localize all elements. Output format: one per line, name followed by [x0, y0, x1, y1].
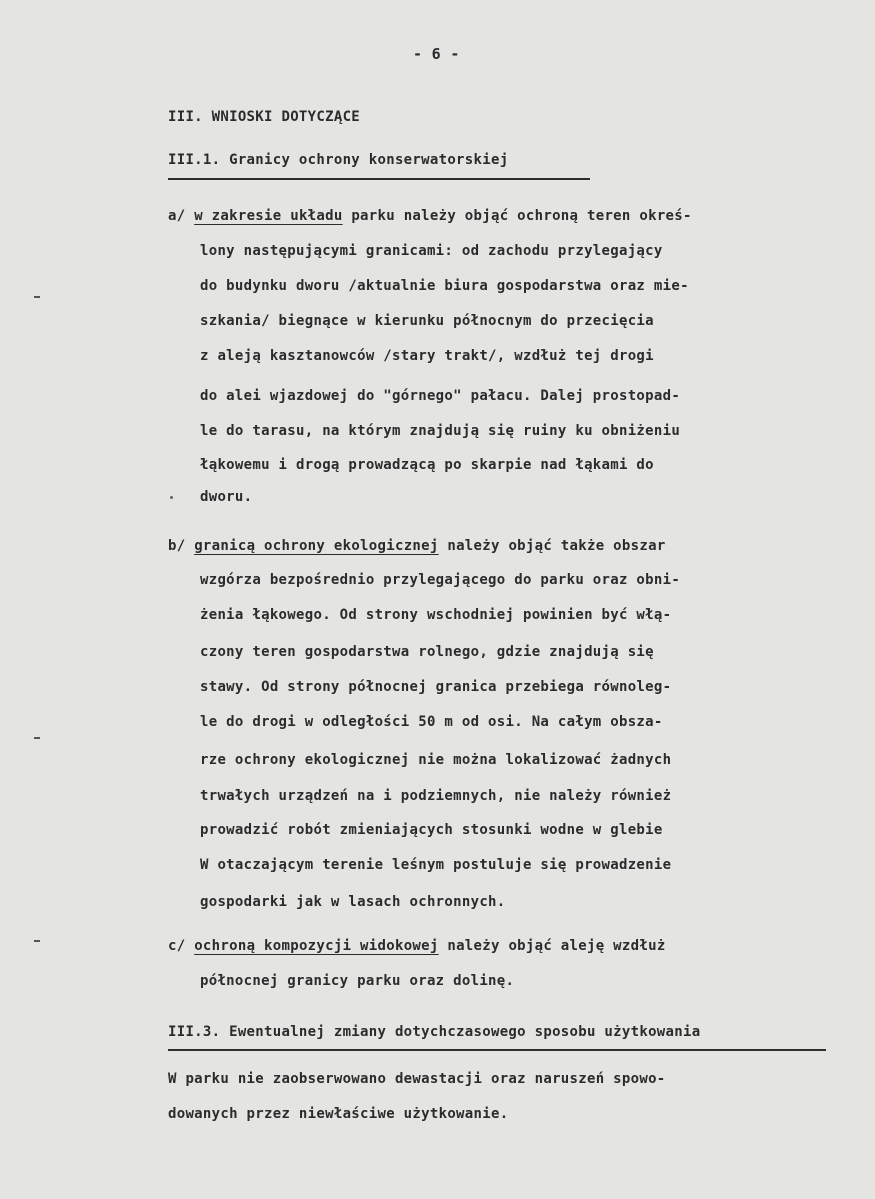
- section-title: III. WNIOSKI DOTYCZĄCE: [168, 109, 361, 125]
- para-a-line-1: [168, 206, 692, 226]
- para-a-line: le do tarasu, na którym znajdują się ruiny ku obniżeniu: [200, 423, 681, 439]
- para-b-line: W otaczającym terenie leśnym postuluje się prowadzenie: [200, 857, 672, 873]
- para-a-line: do alei wjazdowej do "górnego" pałacu. Dalej prostopad-: [200, 388, 681, 404]
- para-b-line: le do drogi w odległości 50 m od osi. Na całym obsza-: [200, 714, 663, 730]
- para-a-line: dworu.: [200, 489, 253, 505]
- para-a-label: a/: [168, 208, 186, 224]
- para-c-line-1: [168, 936, 666, 956]
- para-b-line-1: [168, 536, 666, 556]
- para-c-label: c/: [168, 938, 186, 954]
- subsection-1-underline: [168, 178, 590, 180]
- para-a-term: w zakresie układu: [194, 208, 343, 224]
- subsection-3-underline: [168, 1049, 826, 1051]
- para-a-line-1-rest: parku należy objąć ochroną teren okreś-: [342, 208, 692, 224]
- para-c-line-1-rest: należy objąć aleję wzdłuż: [438, 938, 666, 954]
- para-b-line: gospodarki jak w lasach ochronnych.: [200, 894, 506, 910]
- margin-mark: [34, 296, 40, 298]
- para-b-line: wzgórza bezpośrednio przylegającego do parku oraz obni-: [200, 572, 681, 588]
- subsection-heading-1: III.1. Granicy ochrony konserwatorskiej: [168, 152, 509, 168]
- page-number: - 6 -: [413, 45, 460, 63]
- margin-dot: [170, 496, 173, 499]
- para-a-line: łąkowemu i drogą prowadzącą po skarpie nad łąkami do: [200, 457, 654, 473]
- para-b-line: żenia łąkowego. Od strony wschodniej powinien być włą-: [200, 607, 672, 623]
- para-a-line: do budynku dworu /aktualnie biura gospodarstwa oraz mie-: [200, 278, 689, 294]
- closing-line: W parku nie zaobserwowano dewastacji oraz naruszeń spowo-: [168, 1071, 666, 1087]
- para-b-line: prowadzić robót zmieniających stosunki wodne w glebie: [200, 822, 663, 838]
- para-c-line: północnej granicy parku oraz dolinę.: [200, 973, 515, 989]
- subsection-heading-3: III.3. Ewentualnej zmiany dotychczasowego sposobu użytkowania: [168, 1024, 701, 1040]
- closing-line: dowanych przez niewłaściwe użytkowanie.: [168, 1106, 509, 1122]
- para-b-label: b/: [168, 538, 186, 554]
- para-b-term: granicą ochrony ekologicznej: [194, 538, 439, 554]
- para-c-term: ochroną kompozycji widokowej: [194, 938, 439, 954]
- margin-mark: [34, 940, 40, 942]
- margin-mark: [34, 737, 40, 739]
- para-b-line-1-rest: należy objąć także obszar: [438, 538, 666, 554]
- para-a-line: szkania/ biegnące w kierunku północnym do przecięcia: [200, 313, 654, 329]
- para-b-line: trwałych urządzeń na i podziemnych, nie należy również: [200, 788, 672, 804]
- para-a-line: z aleją kasztanowców /stary trakt/, wzdłuż tej drogi: [200, 348, 654, 364]
- para-a-line: lony następującymi granicami: od zachodu przylegający: [200, 243, 663, 259]
- para-b-line: stawy. Od strony północnej granica przebiega równoleg-: [200, 679, 672, 695]
- para-b-line: rze ochrony ekologicznej nie można lokalizować żadnych: [200, 752, 672, 768]
- para-b-line: czony teren gospodarstwa rolnego, gdzie znajdują się: [200, 644, 654, 660]
